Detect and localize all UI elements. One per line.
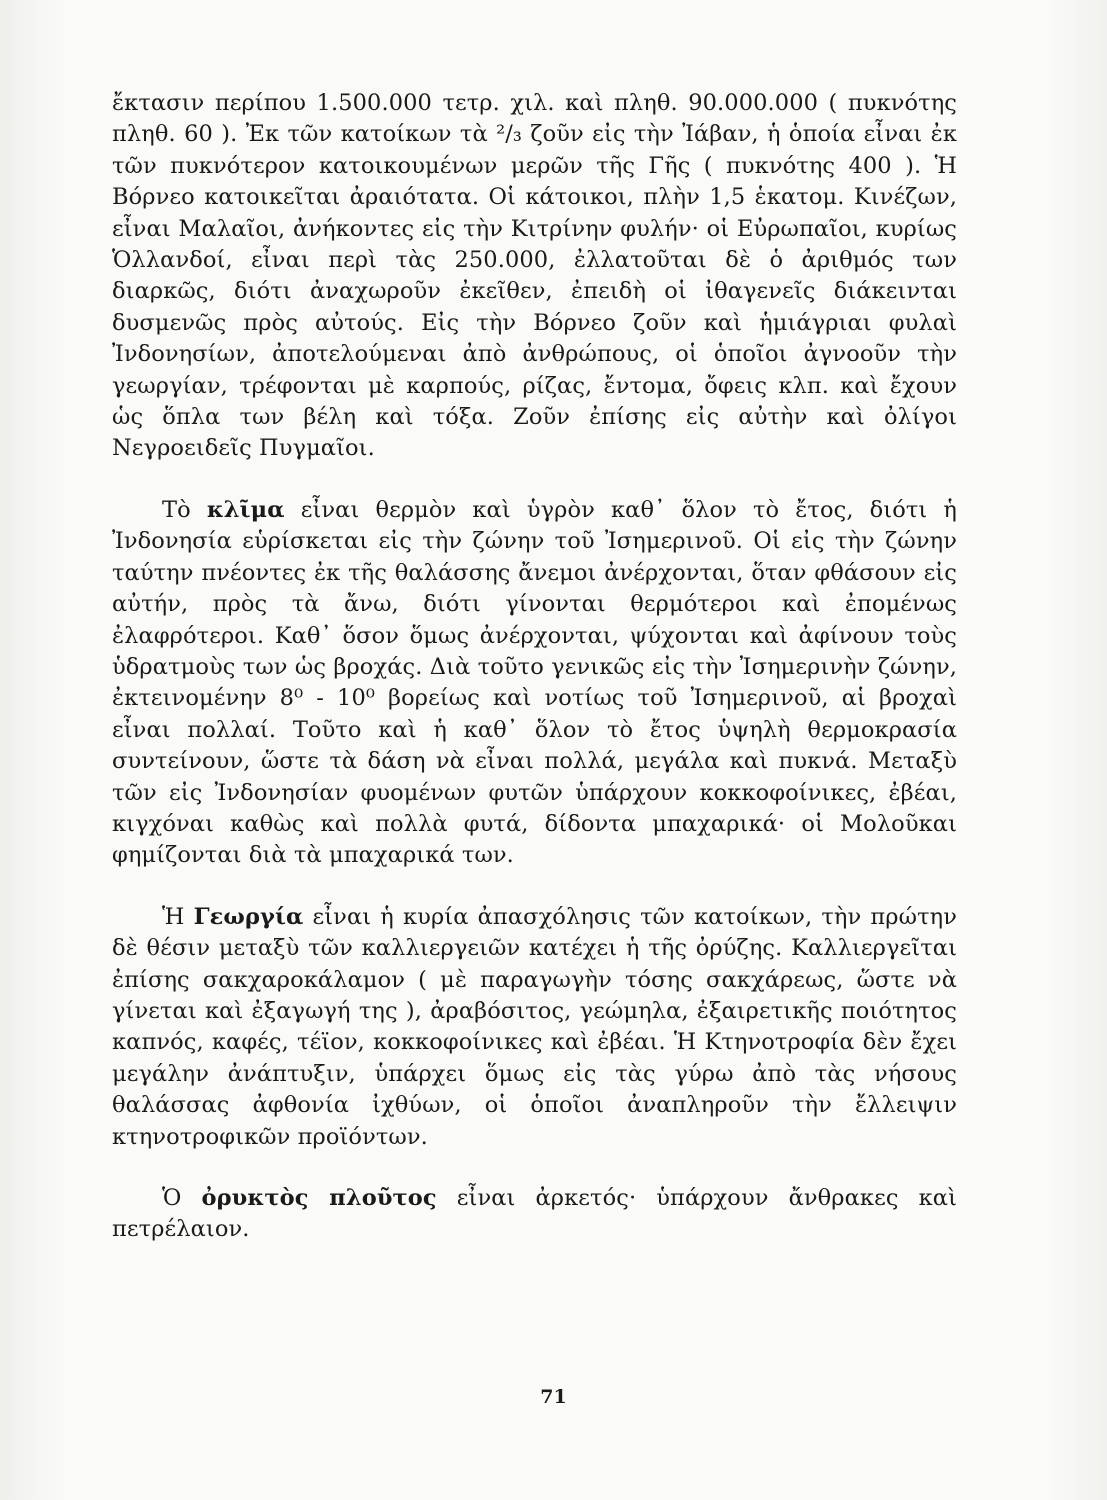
- text-run: Ὁ: [162, 1185, 202, 1211]
- text-run: ἔκτασιν περίπου 1.500.000 τετρ. χιλ. καὶ πληθ. 90.000.000 ( πυκνότης πληθ. 60 ). Ἐκ τῶν κατοίκων τὰ ²/₃ ζοῦν εἰς τὴν Ἰάβαν, ἡ ὁποία εἶναι ἐκ τῶν πυκνότερον κατοικουμένων μερῶν τῆς Γῆς ( πυκνότης 400 ). Ἡ Βόρνεο κατοικεῖται ἀραιότατα. Οἱ κάτοικοι, πλὴν 1,5 ἑκατομ. Κινέζων, εἶναι Μαλαῖοι, ἀνήκοντες εἰς τὴν Κιτρίνην φυλήν· οἱ Εὐρωπαῖοι, κυρίως Ὁλλανδοί, εἶναι περὶ τὰς 250.000, ἐλλατοῦται δὲ ὁ ἀριθμός των διαρκῶς, διότι ἀναχωροῦν ἐκεῖθεν, ἐπειδὴ οἱ ἰθαγενεῖς διάκεινται δυσμενῶς πρὸς αὐτούς. Εἰς τὴν Βόρνεο ζοῦν καὶ ἡμιάγριαι φυλαὶ Ἰνδονησίων, ἀποτελούμεναι ἀπὸ ἀνθρώπους, οἱ ὁποῖοι ἀγνοοῦν τὴν γεωργίαν, τρέφονται μὲ καρπούς, ρίζας, ἔντομα, ὄφεις κλπ. καὶ ἔχουν ὡς ὅπλα των βέλη καὶ τόξα. Ζοῦν ἐπίσης εἰς αὐτὴν καὶ ὀλίγοι Νεγροειδεῖς Πυγμαῖοι.: [112, 90, 957, 462]
- text-run: εἶναι θερμὸν καὶ ὑγρὸν καθ᾽ ὅλον τὸ ἔτος, διότι ἡ Ἰνδονησία εὑρίσκεται εἰς τὴν ζώνην τοῦ Ἰσημερινοῦ. Οἱ εἰς τὴν ζώνην ταύτην πνέοντες ἐκ τῆς θαλάσσης ἄνεμοι ἀνέρχονται, ὅταν φθάσουν εἰς αὐτήν, πρὸς τὰ ἄνω, διότι γίνονται θερμότεροι καὶ ἐπομένως ἐλαφρότεροι. Καθ᾽ ὅσον ὅμως ἀνέρχονται, ψύχονται καὶ ἀφίνουν τοὺς ὑδρατμοὺς των ὡς βροχάς. Διὰ τοῦτο γενικῶς εἰς τὴν Ἰσημερινὴν ζώνην, ἐκτεινομένην 8⁰ - 10⁰ βορείως καὶ νοτίως τοῦ Ἰσημερινοῦ, αἱ βροχαὶ εἶναι πολλαί. Τοῦτο καὶ ἡ καθ᾽ ὅλον τὸ ἔτος ὑψηλὴ θερμοκρασία συντείνουν, ὥστε τὰ δάση νὰ εἶναι πολλά, μεγάλα καὶ πυκνά. Μεταξὺ τῶν εἰς Ἰνδονησίαν φυομένων φυτῶν ὑπάρχουν κοκκοφοίνικες, ἐβέαι, κιγχόναι καθὼς καὶ πολλὰ φυτά, δίδοντα μπαχαρικά· οἱ Μολοῦκαι φημίζονται διὰ τὰ μπαχαρικά των.: [112, 496, 957, 869]
- page-number: 71: [540, 1386, 567, 1408]
- text-run: εἶναι ἡ κυρία ἀπασχόλησις τῶν κατοίκων, τὴν πρώτην δὲ θέσιν μεταξὺ τῶν καλλιεργειῶν κατέχει ἡ τῆς ὀρύζης. Καλλιεργεῖται ἐπίσης σακχαροκάλαμον ( μὲ παραγωγὴν τόσης σακχάρεως, ὥστε νὰ γίνεται καὶ ἐξαγωγή της ), ἀραβόσιτος, γεώμηλα, ἐξαιρετικῆς ποιότητος καπνός, καφές, τέϊον, κοκκοφοίνικες καὶ ἐβέαι. Ἡ Κτηνοτροφία δὲν ἔχει μεγάλην ἀνάπτυξιν, ὑπάρχει ὅμως εἰς τὰς γύρω ἀπὸ τὰς νήσους θαλάσσας ἀφθονία ἰχθύων, οἱ ὁποῖοι ἀναπληροῦν τὴν ἔλλειψιν κτηνοτροφικῶν προϊόντων.: [112, 903, 957, 1150]
- term-agriculture: Γεωργία: [193, 903, 304, 930]
- paragraph-agriculture: [112, 902, 957, 1153]
- paragraph-mineral-wealth: [112, 1183, 957, 1246]
- paragraph-population: [112, 88, 957, 465]
- text-run: Τὸ: [162, 496, 207, 523]
- term-mineral-wealth: ὀρυκτὸς πλοῦτος: [201, 1185, 437, 1211]
- paragraph-climate: [112, 495, 957, 872]
- text-run: Ἡ: [162, 903, 194, 930]
- term-climate: κλῖμα: [206, 496, 285, 523]
- text-run: εἶναι ἀρκετός· ὑπάρχουν ἄνθρακες καὶ πετρέλαιον.: [112, 1185, 957, 1243]
- body-text: [112, 88, 957, 1276]
